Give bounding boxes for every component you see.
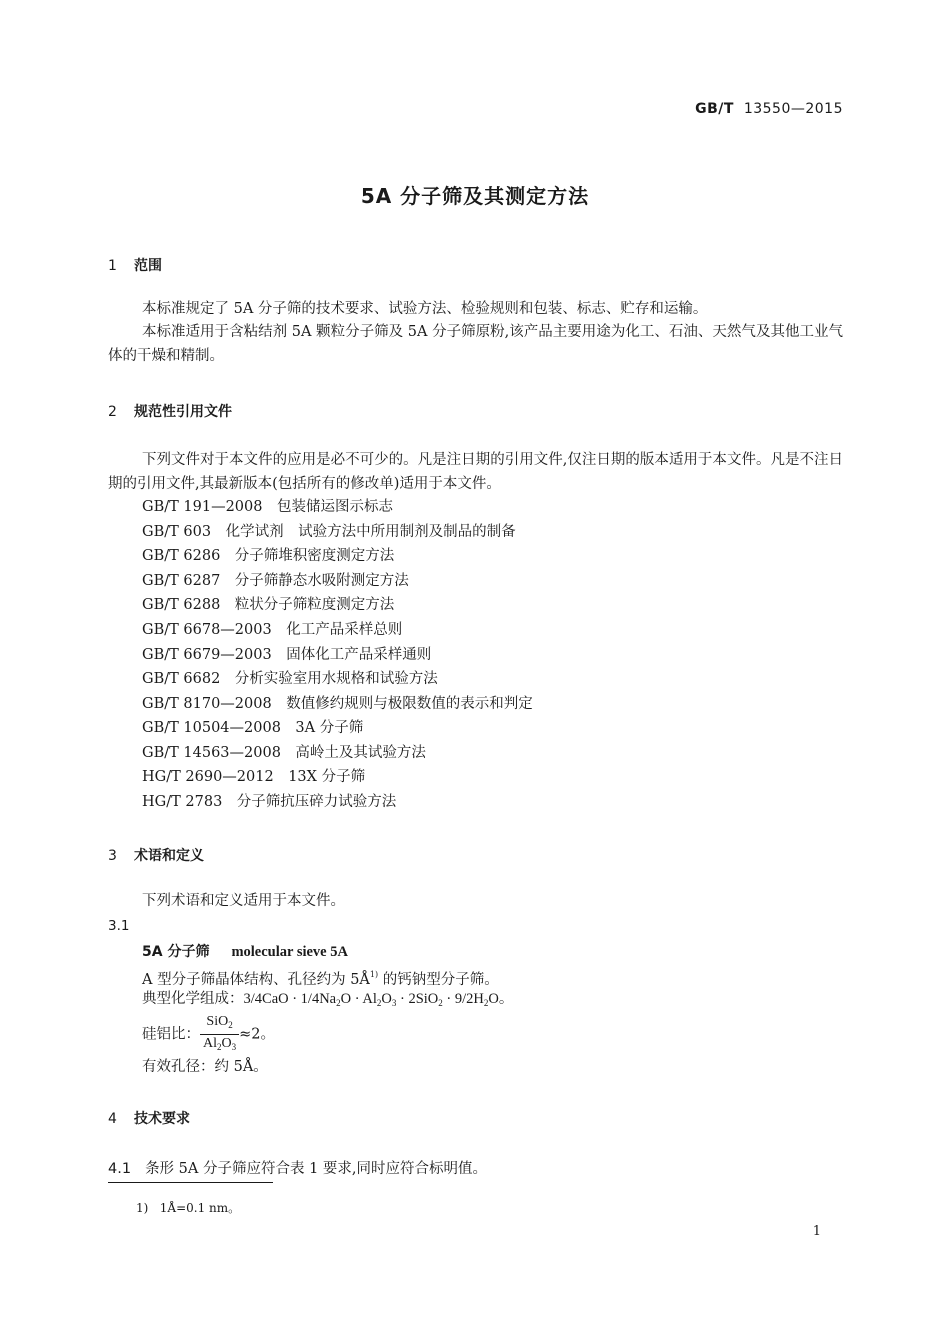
reference-item: HG/T 2690—2012 13X 分子筛 [142, 769, 366, 785]
reference-item: GB/T 14563—2008 高岭土及其试验方法 [142, 745, 426, 761]
silica-alumina-ratio [142, 1013, 275, 1056]
reference-item: GB/T 10504—2008 3A 分子筛 [142, 720, 364, 736]
reference-item: GB/T 603 化学试剂 试验方法中所用制剂及制品的制备 [142, 524, 516, 540]
clause-number: 4.1 [108, 1161, 132, 1177]
definition-text: 的钙钠型分子筛。 [378, 972, 499, 988]
section-3-heading [108, 845, 204, 865]
section-number: 1 [108, 258, 117, 274]
section-number: 2 [108, 404, 117, 420]
term-english: molecular sieve 5A [231, 944, 348, 960]
scope-paragraph-1: 本标准规定了 5A 分子筛的技术要求、试验方法、检验规则和包装、标志、贮存和运输。 [142, 301, 708, 317]
composition-formula: $3/4CaO \cdot 1/4Na_2O \cdot Al_2O_3 \cdot 2SiO_2 \cdot 9/2H_2O$。 [243, 991, 514, 1008]
terms-intro: 下列术语和定义适用于本文件。 [142, 893, 345, 909]
clause-text: 条形 5A 分子筛应符合表 1 要求,同时应符合标明值。 [145, 1161, 488, 1177]
reference-item: GB/T 6682 分析实验室用水规格和试验方法 [142, 671, 438, 687]
reference-item: GB/T 6679—2003 固体化工产品采样通则 [142, 647, 432, 663]
standard-code: 13550—2015 [743, 101, 843, 117]
fraction-numerator: SiO$_2$ [200, 1013, 239, 1035]
reference-item: GB/T 6286 分子筛堆积密度测定方法 [142, 548, 395, 564]
section-2-heading [108, 401, 232, 421]
fraction-denominator: $Al_2O_3$ [203, 1036, 237, 1052]
definition-text: A 型分子筛晶体结构、孔径约为 5Å [142, 972, 370, 988]
standard-number [695, 101, 843, 117]
footnote-ref: 1) [369, 970, 379, 979]
footnote-mark: 1) [136, 1201, 149, 1215]
section-1-heading [108, 255, 162, 275]
scope-paragraph-2: 本标准适用于含粘结剂 5A 颗粒分子筛及 5A 分子筛原粉,该产品主要用途为化工、石油、天然气及其他工业气体的干燥和精制。 [108, 324, 843, 364]
term-number: 3.1 [108, 918, 130, 934]
reference-item: HG/T 2783 分子筛抗压碎力试验方法 [142, 794, 397, 810]
term-definition [142, 966, 499, 989]
section-number: 3 [108, 848, 117, 864]
clause-4-1 [108, 1157, 487, 1178]
ratio-label: 硅铝比： [142, 1026, 200, 1043]
section-title: 范围 [134, 258, 162, 274]
ratio-value: ≈2。 [239, 1026, 275, 1043]
standard-prefix: GB/T [695, 101, 734, 117]
footnote-text: 1Å=0.1 nm。 [159, 1201, 241, 1215]
document-title: 5A 分子筛及其测定方法 [360, 184, 590, 208]
chemical-composition [142, 990, 513, 1012]
section-number: 4 [108, 1111, 117, 1127]
reference-item: GB/T 191—2008 包装储运图示标志 [142, 499, 393, 515]
footnote-divider [108, 1182, 273, 1183]
section-title: 技术要求 [134, 1111, 190, 1127]
term-chinese: 5A 分子筛 [142, 944, 210, 960]
section-title: 规范性引用文件 [134, 404, 232, 420]
page-number: 1 [812, 1224, 821, 1239]
reference-item: GB/T 6288 粒状分子筛粒度测定方法 [142, 597, 395, 613]
composition-label: 典型化学组成： [142, 991, 244, 1007]
section-4-heading [108, 1108, 190, 1128]
footnote [136, 1199, 240, 1216]
references-intro: 下列文件对于本文件的应用是必不可少的。凡是注日期的引用文件,仅注日期的版本适用于本文件。凡是不注日期的引用文件,其最新版本(包括所有的修改单)适用于本文件。 [108, 452, 843, 492]
term-entry [142, 941, 348, 961]
reference-item: GB/T 6678—2003 化工产品采样总则 [142, 622, 403, 638]
pore-size: 有效孔径：约 5Å。 [142, 1059, 268, 1075]
ratio-fraction [200, 1013, 239, 1056]
reference-item: GB/T 6287 分子筛静态水吸附测定方法 [142, 573, 409, 589]
section-title: 术语和定义 [134, 848, 204, 864]
reference-item: GB/T 8170—2008 数值修约规则与极限数值的表示和判定 [142, 696, 533, 712]
